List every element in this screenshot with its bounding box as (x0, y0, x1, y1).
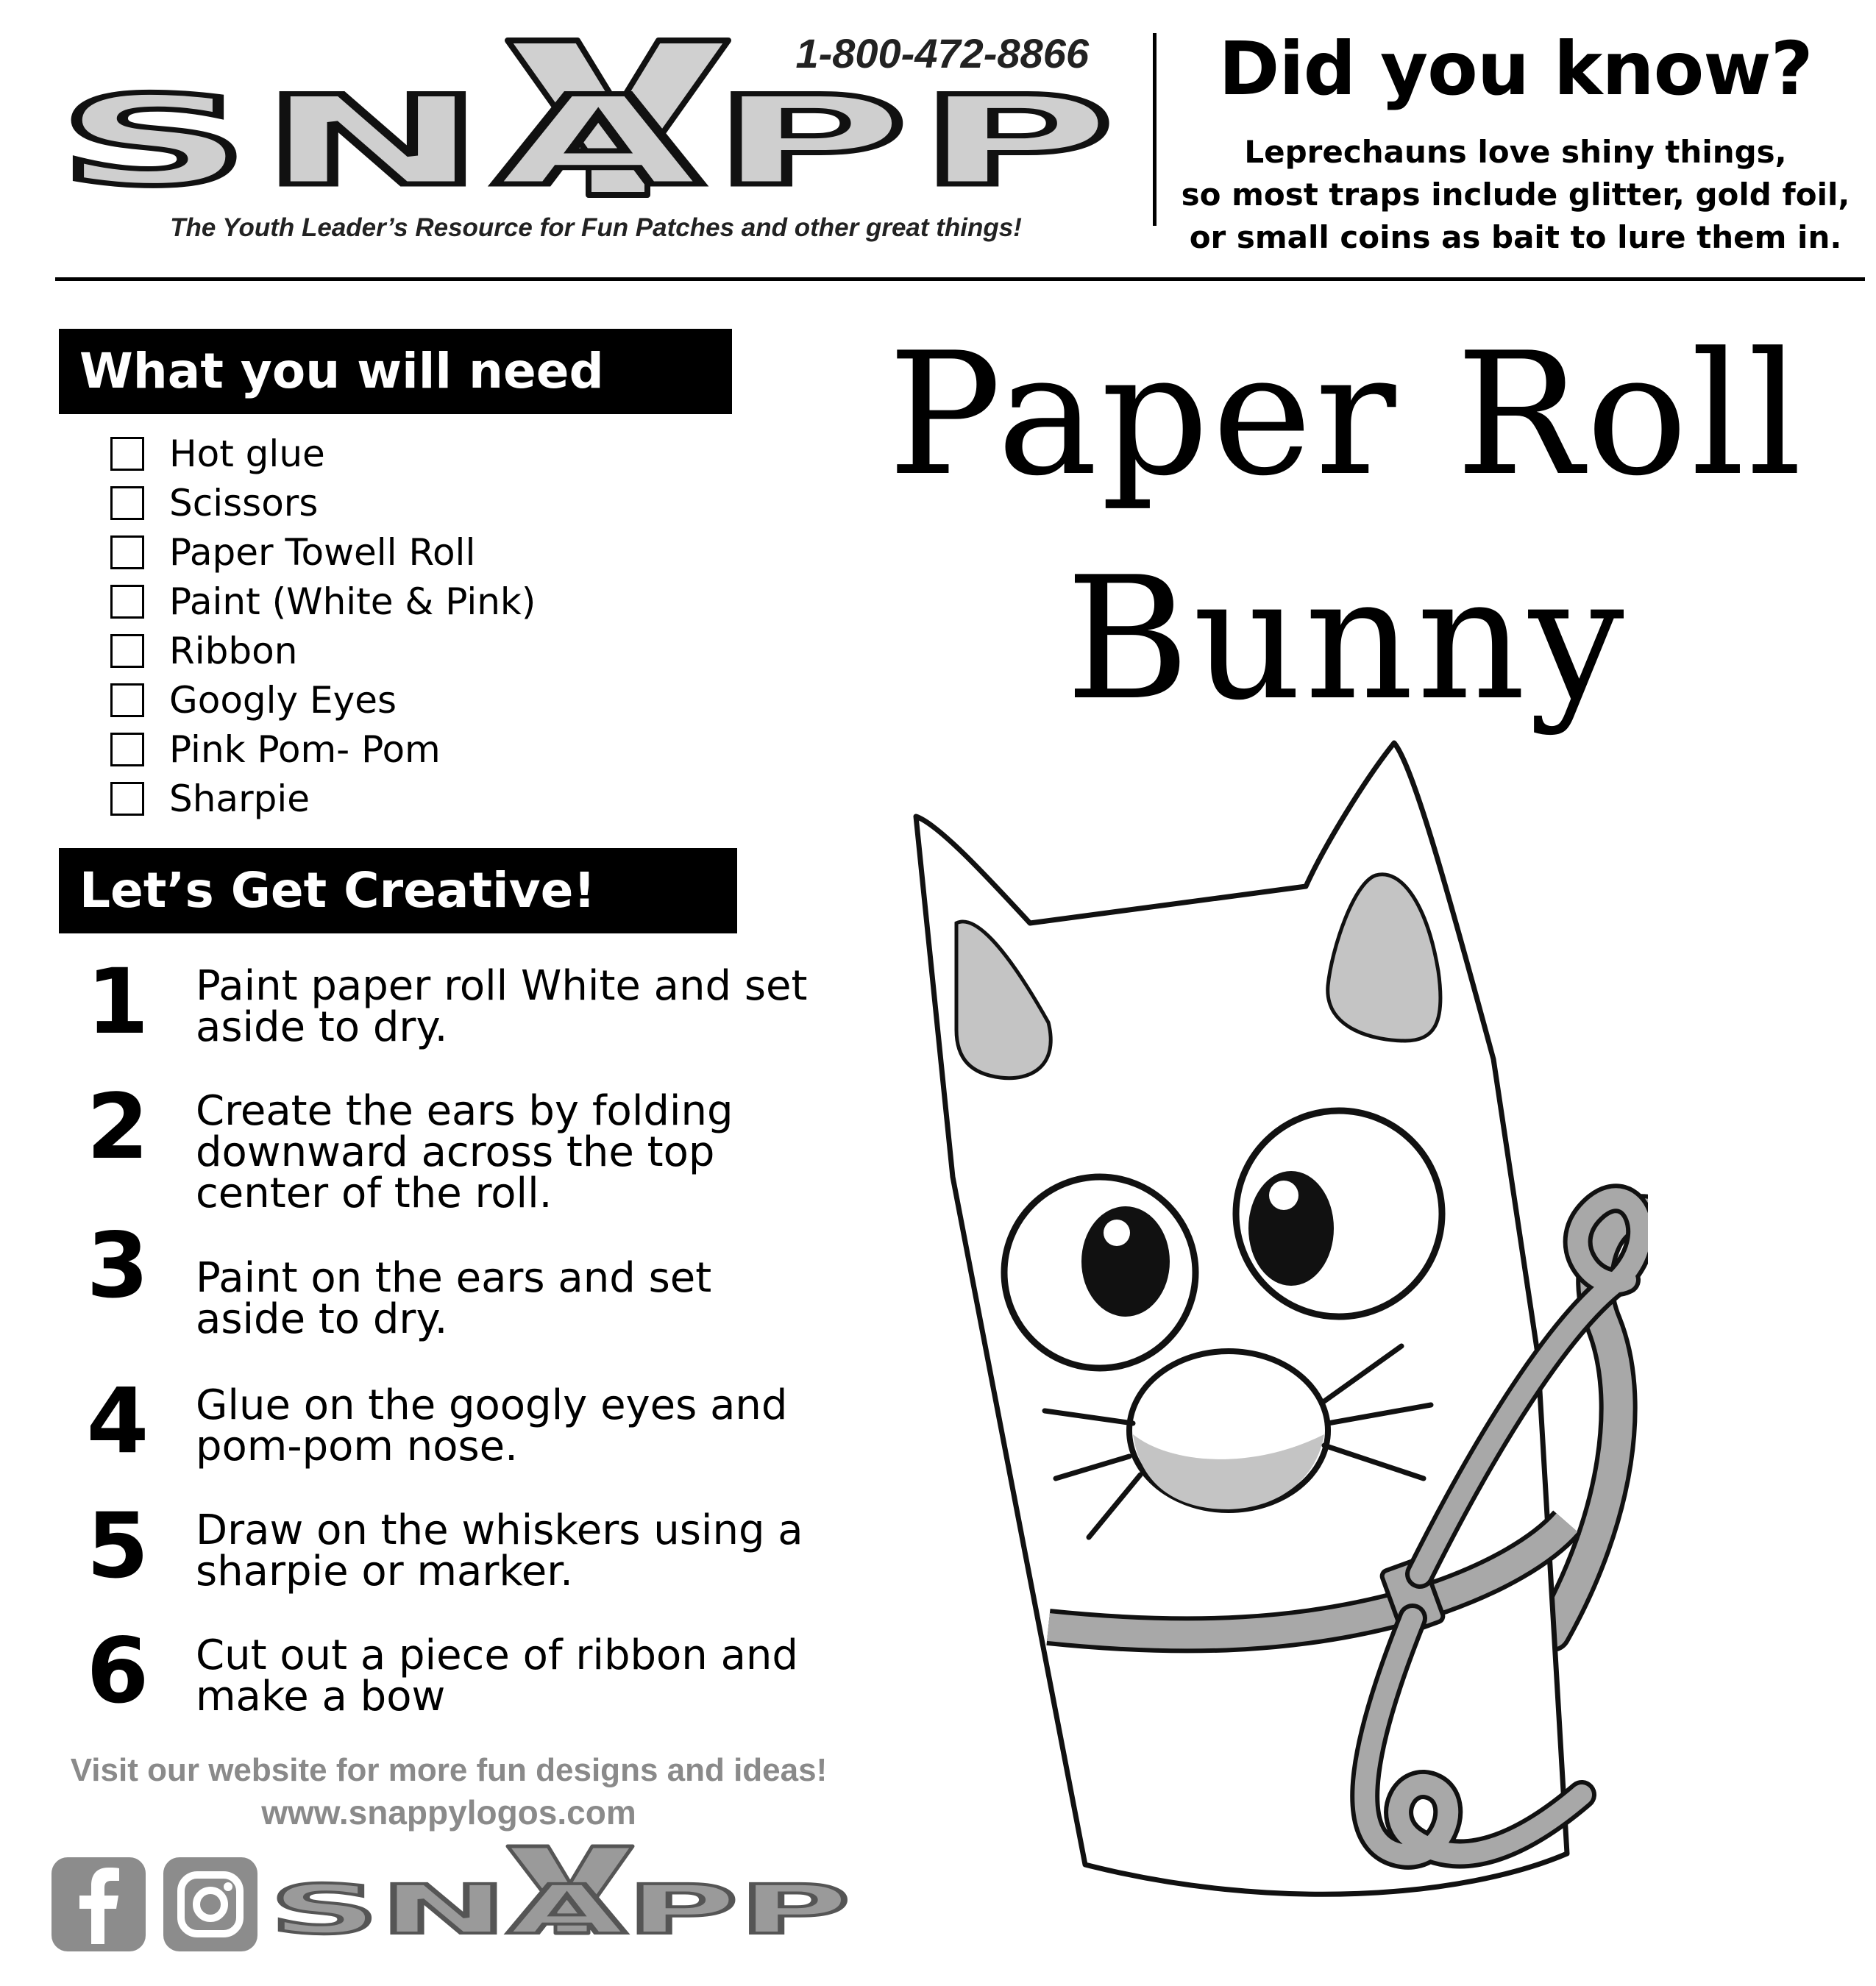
step-text (196, 1631, 858, 1720)
step-text (196, 1254, 858, 1343)
checklist-label: Paper Towell Roll (169, 530, 476, 574)
materials-checklist (110, 429, 714, 823)
checklist-item[interactable] (110, 725, 714, 774)
step-number: 4 (86, 1369, 149, 1473)
page-title-line-1: Paper Roll (887, 317, 1805, 513)
did-you-know-line: or small coins as bait to lure them in. (1189, 219, 1842, 255)
checklist-label: Sharpie (169, 777, 310, 820)
checklist-label: Scissors (169, 481, 319, 524)
step-line: aside to dry. (196, 1295, 448, 1343)
step-text (196, 1087, 858, 1217)
step-number: 5 (86, 1494, 149, 1598)
step-text (196, 1506, 858, 1595)
step-line: aside to dry. (196, 1003, 448, 1051)
steps-heading: Let’s Get Creative! (59, 848, 737, 933)
step-line: sharpie or marker. (196, 1548, 573, 1595)
step-line: Draw on the whiskers using a (196, 1506, 803, 1554)
checkbox[interactable] (110, 782, 144, 816)
left-pupil (1081, 1206, 1170, 1317)
svg-text:SNAPP: SNAPP (269, 1871, 850, 1949)
checkbox[interactable] (110, 634, 144, 668)
step-line: Cut out a piece of ribbon and (196, 1631, 798, 1679)
phone-number: 1-800-472-8866 (795, 30, 1089, 76)
checklist-item[interactable] (110, 429, 714, 478)
step-number: 1 (86, 950, 149, 1054)
checklist-item[interactable] (110, 527, 714, 577)
tagline: The Youth Leader’s Resource for Fun Patches and other great things! (170, 213, 1022, 242)
did-you-know-line: Leprechauns love shiny things, (1244, 134, 1787, 170)
step-number: 3 (86, 1214, 149, 1318)
step-line: make a bow (196, 1673, 446, 1720)
checkbox[interactable] (110, 585, 144, 619)
checklist-item[interactable] (110, 577, 714, 626)
step-line: Create the ears by folding (196, 1087, 733, 1135)
header-rule (55, 277, 1865, 281)
step-number: 6 (86, 1619, 149, 1723)
website-link[interactable]: www.snappylogos.com (261, 1793, 636, 1832)
instagram-icon[interactable] (163, 1857, 257, 1951)
did-you-know-line: so most traps include glitter, gold foil, (1181, 177, 1850, 213)
step-number: 2 (86, 1075, 149, 1179)
step-text (196, 962, 858, 1051)
checklist-label: Hot glue (169, 432, 325, 475)
step-text (196, 1381, 858, 1470)
checkbox[interactable] (110, 733, 144, 766)
footer-snappy-logos-logo (265, 1839, 853, 1957)
checklist-label: Ribbon (169, 629, 298, 672)
checkbox[interactable] (110, 486, 144, 520)
checkbox[interactable] (110, 535, 144, 569)
checklist-item[interactable] (110, 774, 714, 823)
step-line: Glue on the googly eyes and (196, 1381, 788, 1429)
checklist-item[interactable] (110, 478, 714, 527)
bunny-illustration (868, 728, 1648, 1971)
step-line: downward across the top (196, 1128, 715, 1176)
visit-website-text: Visit our website for more fun designs and ideas! (70, 1752, 828, 1788)
step-line: pom-pom nose. (196, 1423, 518, 1470)
step-line: Paint paper roll White and set (196, 962, 808, 1010)
did-you-know-title: Did you know? (1218, 26, 1813, 112)
did-you-know-text (1170, 131, 1861, 259)
page-title-line-2: Bunny (1065, 541, 1627, 738)
checklist-label: Pink Pom- Pom (169, 727, 441, 771)
checklist-label: Googly Eyes (169, 678, 397, 722)
materials-heading: What you will need (59, 329, 732, 414)
checklist-item[interactable] (110, 626, 714, 675)
checklist-item[interactable] (110, 675, 714, 725)
facebook-icon[interactable] (51, 1857, 146, 1951)
step-line: Paint on the ears and set (196, 1254, 712, 1302)
svg-text:SNAPP: SNAPP (57, 69, 1124, 213)
header-divider (1153, 33, 1156, 226)
checkbox[interactable] (110, 683, 144, 717)
checkbox[interactable] (110, 437, 144, 471)
checklist-label: Paint (White & Pink) (169, 580, 536, 623)
step-line: center of the roll. (196, 1170, 553, 1217)
